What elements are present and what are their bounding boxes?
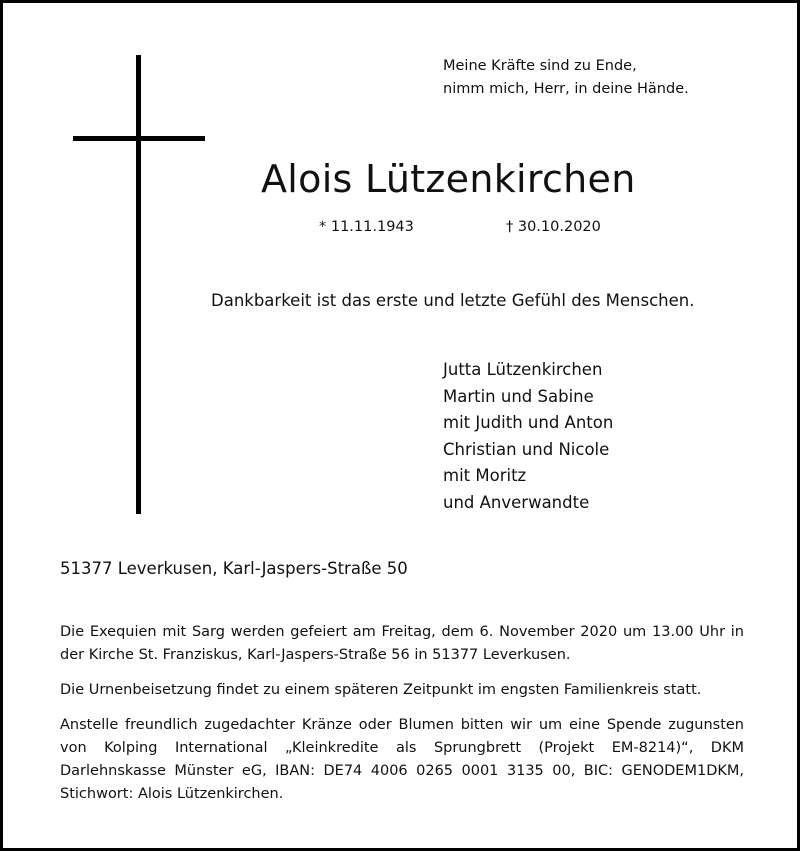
cross-icon [136,55,141,514]
verse-line: nimm mich, Herr, in deine Hände. [443,81,689,97]
mourner-name: mit Judith und Anton [443,413,614,433]
verse-line: Meine Kräfte sind zu Ende, [443,58,637,74]
deceased-name: Alois Lützenkirchen [261,157,636,201]
mourners-list [443,357,613,517]
donation-info: Anstelle freundlich zugedachter Kränze oder Blumen bitten wir um eine Spende zugunsten von Kolping International „Kleinkredite als Sprungbrett (Projekt EM-8214)“, DKM Darlehnskasse Münster eG, IBAN: DE74 4006 0265 0001 3135 00, BIC: GENODEM1DKM, Stichwort: Alois Lützenkirchen. [60,717,744,802]
mourner-name: mit Moritz [443,466,527,486]
birth-date: * 11.11.1943 [319,219,414,235]
address: 51377 Leverkusen, Karl-Jaspers-Straße 50 [60,559,408,578]
mourner-name: Christian und Nicole [443,439,610,459]
cross-icon-bar [73,136,205,141]
mourner-name: und Anverwandte [443,492,590,512]
mourner-name: Martin und Sabine [443,386,594,406]
funeral-service-info: Die Exequien mit Sarg werden gefeiert am Freitag, dem 6. November 2020 um 13.00 Uhr in der Kirche St. Franziskus, Karl-Jaspers-Straße 56 in 51377 Leverkusen. [60,624,744,663]
death-date: † 30.10.2020 [506,219,601,235]
verse [443,55,689,101]
motto: Dankbarkeit ist das erste und letzte Gefühl des Menschen. [211,291,695,310]
urn-burial-info: Die Urnenbeisetzung findet zu einem späteren Zeitpunkt im engsten Familienkreis statt. [60,682,702,698]
mourner-name: Jutta Lützenkirchen [443,360,603,379]
